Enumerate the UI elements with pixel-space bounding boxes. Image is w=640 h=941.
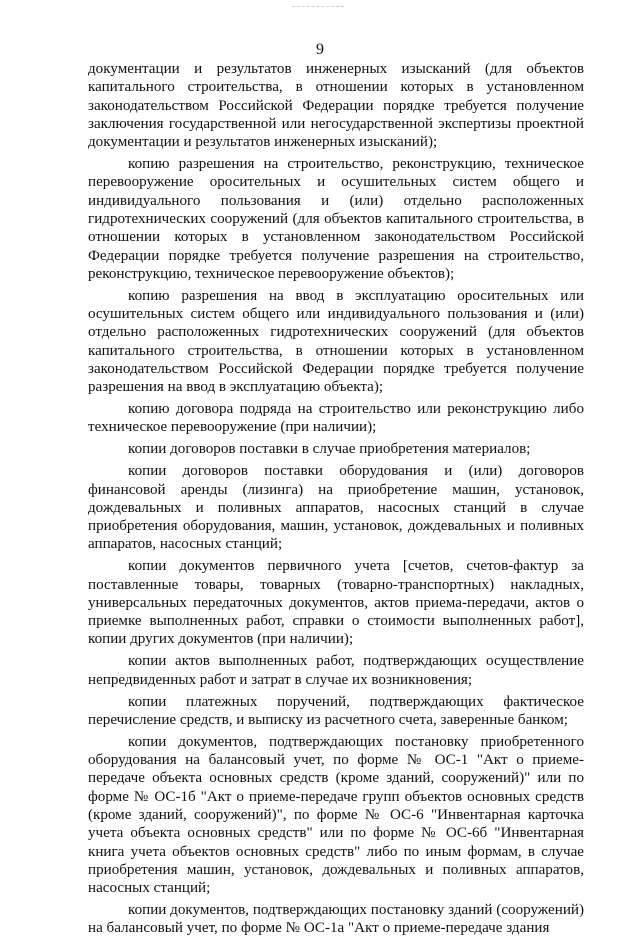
page-number: 9 [316,41,324,58]
paragraph-work-acts: копии актов выполненных работ, подтверждающих осуществление непредвиденных работ и затрат в случае их возникновения; [88,653,584,688]
scan-edge-mark [292,0,344,7]
paragraph-construction-permit: копию разрешения на строительство, реконструкцию, техническое перевооружение оросительных и осушительных систем общего и индивидуального пользования и (или) отдельно расположенных гидротехнических сооружений (для объектов капитального строительства, в отношении которых в установленном законодательством Российской Федерации порядке требуется получение разрешения на строительство, реконструкцию, техническое перевооружение объектов); [88,156,584,282]
paragraph-equipment-registration: копии документов, подтверждающих постановку приобретенного оборудования на балансовый учет, по форме № ОС-1 "Акт о приеме-передаче объекта основных средств (кроме зданий, сооружений)" или по форме № ОС-1б "Акт о приеме-передаче групп объектов основных средств (кроме зданий, сооружений)", по форме № ОС-6 "Инвентарная карточка учета объекта основных средств" или по форме № ОС-6б "Инвентарная книга учета объектов основных средств" либо по иным формам, в случае приобретения машин, установок, дождевальных и поливных аппаратов, насосных станций; [88,733,584,897]
paragraph-material-supply: копии договоров поставки в случае приобретения материалов; [128,441,531,458]
paragraph-contract: копию договора подряда на строительство или реконструкцию либо техническое перевооружение (при наличии); [88,401,584,436]
paragraph-commissioning-permit: копию разрешения на ввод в эксплуатацию оросительных или осушительных систем общего или индивидуального пользования и (или) отдельно расположенных гидротехнических сооружений (для объектов капитального строительства, в отношении которых в установленном законодательством Российской Федерации порядке требуется получение разрешения на ввод в эксплуатацию объекта); [88,287,584,396]
paragraph-continuation: документации и результатов инженерных изысканий (для объектов капитального строительства, в отношении которых в установленном законодательством Российской Федерации порядке требуется получение заключения государственной или негосударственной экспертизы проектной документации и результатов инженерных изысканий); [88,61,584,151]
paragraph-primary-documents: копии документов первичного учета [счетов, счетов-фактур за поставленные товары, товарных (товарно-транспортных) накладных, универсальных передаточных документов, актов приема-передачи, актов о приемке выполненных работ, справки о стоимости выполненных работ], копии других документов (при наличии); [88,558,584,648]
paragraph-equipment-supply: копии договоров поставки оборудования и (или) договоров финансовой аренды (лизинга) на приобретение машин, установок, дождевальных и поливных аппаратов, насосных станций в случае приобретения оборудования, машин, установок, дождевальных и поливных аппаратов, насосных станций; [88,463,584,553]
paragraph-payment-orders: копии платежных поручений, подтверждающих фактическое перечисление средств, и выписку из расчетного счета, заверенные банком; [88,693,584,728]
document-body [88,60,584,941]
paragraph-building-registration: копии документов, подтверждающих постановку зданий (сооружений) на балансовый учет, по форме № ОС-1а "Акт о приеме-передаче здания [88,902,584,937]
